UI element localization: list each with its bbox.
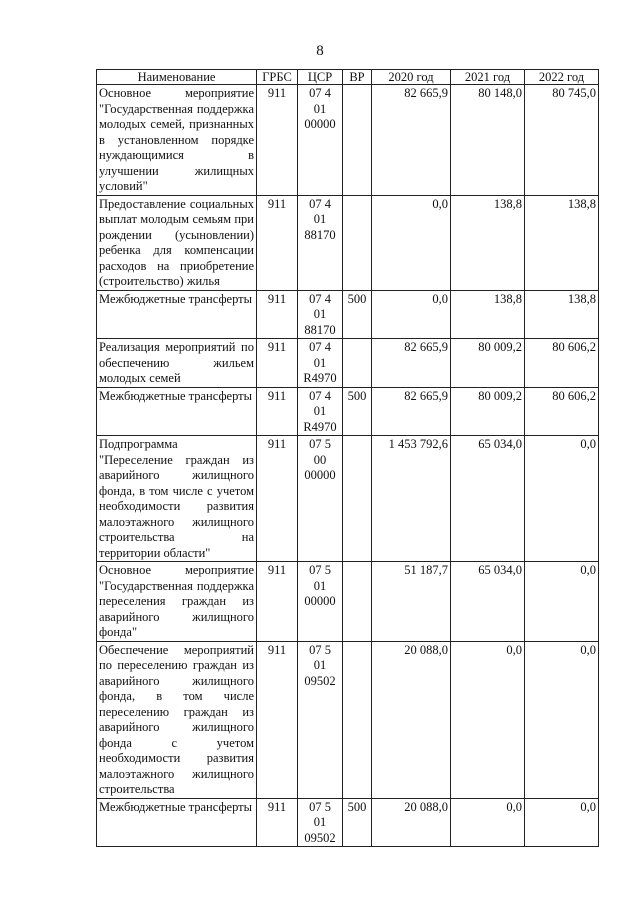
row-vr <box>343 339 372 388</box>
row-2022: 80 745,0 <box>525 85 599 196</box>
row-2022: 138,8 <box>525 195 599 290</box>
row-2020: 51 187,7 <box>372 562 451 642</box>
csr-part: 01 <box>313 307 327 321</box>
row-2021: 138,8 <box>451 195 525 290</box>
row-2021: 65 034,0 <box>451 436 525 562</box>
table-body <box>97 85 599 847</box>
csr-part: 07 5 <box>309 642 331 657</box>
table-row <box>97 562 599 642</box>
csr-part: 88170 <box>304 322 336 337</box>
csr-part: 00000 <box>304 594 336 608</box>
row-2022: 0,0 <box>525 798 599 847</box>
row-vr: 500 <box>343 387 372 436</box>
row-csr <box>298 387 343 436</box>
table-header-row <box>97 70 599 85</box>
csr-part: 01 <box>313 658 327 672</box>
row-2020: 82 665,9 <box>372 85 451 196</box>
row-2021: 80 009,2 <box>451 387 525 436</box>
csr-part: 07 4 <box>309 86 331 100</box>
row-2020: 0,0 <box>372 290 451 339</box>
row-2022: 138,8 <box>525 290 599 339</box>
row-grbs: 911 <box>257 562 298 642</box>
header-name: Наименование <box>97 70 257 85</box>
table-row <box>97 195 599 290</box>
row-grbs: 911 <box>257 436 298 562</box>
table-row <box>97 85 599 196</box>
row-vr <box>343 85 372 196</box>
row-csr <box>298 339 343 388</box>
row-2021: 138,8 <box>451 290 525 339</box>
csr-part: 07 4 <box>309 388 331 403</box>
csr-part: 01 <box>313 355 327 370</box>
row-csr <box>298 195 343 290</box>
header-grbs: ГРБС <box>257 70 298 85</box>
row-2021: 80 009,2 <box>451 339 525 388</box>
row-2022: 80 606,2 <box>525 339 599 388</box>
csr-part: 00 <box>313 452 327 467</box>
row-name: Межбюджетные трансферты <box>97 290 257 339</box>
row-name: Межбюджетные трансферты <box>97 387 257 436</box>
csr-part: 07 5 <box>309 799 331 814</box>
csr-part: 01 <box>313 101 327 116</box>
row-csr <box>298 798 343 847</box>
table-row <box>97 641 599 798</box>
row-grbs: 911 <box>257 290 298 339</box>
csr-part: 01 <box>313 404 327 418</box>
csr-part: 01 <box>313 578 327 593</box>
row-name: Предоставление социальных выплат молодым семьям при рождении (усыновлении) ребенка для компенсации расходов на приобретение (строительство) жилья <box>97 195 257 290</box>
row-2022: 0,0 <box>525 562 599 642</box>
row-2021: 0,0 <box>451 641 525 798</box>
row-2022: 80 606,2 <box>525 387 599 436</box>
csr-part: 01 <box>313 212 327 226</box>
row-grbs: 911 <box>257 798 298 847</box>
row-csr <box>298 290 343 339</box>
row-2021: 80 148,0 <box>451 85 525 196</box>
table-row <box>97 339 599 388</box>
csr-part: 07 5 <box>309 563 331 577</box>
csr-part: 01 <box>313 815 327 829</box>
row-name: Подпрограмма "Переселение граждан из аварийного жилищного фонда, в том числе с учетом необходимости развития малоэтажного жилищного строительства на территории области" <box>97 436 257 562</box>
row-name: Основное мероприятие "Государственная поддержка переселения граждан из аварийного жилищного фонда" <box>97 562 257 642</box>
row-vr <box>343 436 372 562</box>
table-row <box>97 290 599 339</box>
table-row <box>97 436 599 562</box>
csr-part: 88170 <box>304 227 336 242</box>
row-2022: 0,0 <box>525 436 599 562</box>
row-vr <box>343 195 372 290</box>
row-name: Обеспечение мероприятий по переселению граждан из аварийного жилищного фонда, в том числе переселению граждан из аварийного жилищного фонда с учетом необходимости развития малоэтажного жилищного строительства <box>97 641 257 798</box>
csr-part: 07 4 <box>309 340 331 354</box>
row-2020: 82 665,9 <box>372 339 451 388</box>
row-2020: 82 665,9 <box>372 387 451 436</box>
row-2022: 0,0 <box>525 641 599 798</box>
csr-part: 09502 <box>304 830 336 845</box>
row-grbs: 911 <box>257 339 298 388</box>
row-vr <box>343 641 372 798</box>
row-name: Основное мероприятие "Государственная поддержка молодых семей, признанных в установленном порядке нуждающимися в улучшении жилищных условий" <box>97 85 257 196</box>
row-vr: 500 <box>343 290 372 339</box>
row-vr <box>343 562 372 642</box>
table-row <box>97 387 599 436</box>
row-2021: 0,0 <box>451 798 525 847</box>
csr-part: 00000 <box>304 468 336 482</box>
header-2022: 2022 год <box>525 70 599 85</box>
row-2020: 1 453 792,6 <box>372 436 451 562</box>
row-name: Межбюджетные трансферты <box>97 798 257 847</box>
csr-part: 00000 <box>304 117 336 131</box>
csr-part: 07 4 <box>309 291 331 306</box>
row-grbs: 911 <box>257 195 298 290</box>
csr-part: 07 5 <box>309 437 331 451</box>
row-vr: 500 <box>343 798 372 847</box>
row-grbs: 911 <box>257 641 298 798</box>
row-csr <box>298 641 343 798</box>
table-row <box>97 798 599 847</box>
row-2021: 65 034,0 <box>451 562 525 642</box>
budget-table <box>96 69 599 847</box>
row-2020: 20 088,0 <box>372 641 451 798</box>
row-grbs: 911 <box>257 85 298 196</box>
row-2020: 0,0 <box>372 195 451 290</box>
row-csr <box>298 436 343 562</box>
row-name: Реализация мероприятий по обеспечению жильем молодых семей <box>97 339 257 388</box>
header-2021: 2021 год <box>451 70 525 85</box>
page-number: 8 <box>316 43 324 59</box>
header-vr: ВР <box>343 70 372 85</box>
header-csr: ЦСР <box>298 70 343 85</box>
csr-part: R4970 <box>303 419 337 434</box>
row-2020: 20 088,0 <box>372 798 451 847</box>
row-grbs: 911 <box>257 387 298 436</box>
csr-part: R4970 <box>303 371 337 385</box>
csr-part: 07 4 <box>309 196 331 211</box>
row-csr <box>298 85 343 196</box>
csr-part: 09502 <box>304 673 336 688</box>
row-csr <box>298 562 343 642</box>
header-2020: 2020 год <box>372 70 451 85</box>
